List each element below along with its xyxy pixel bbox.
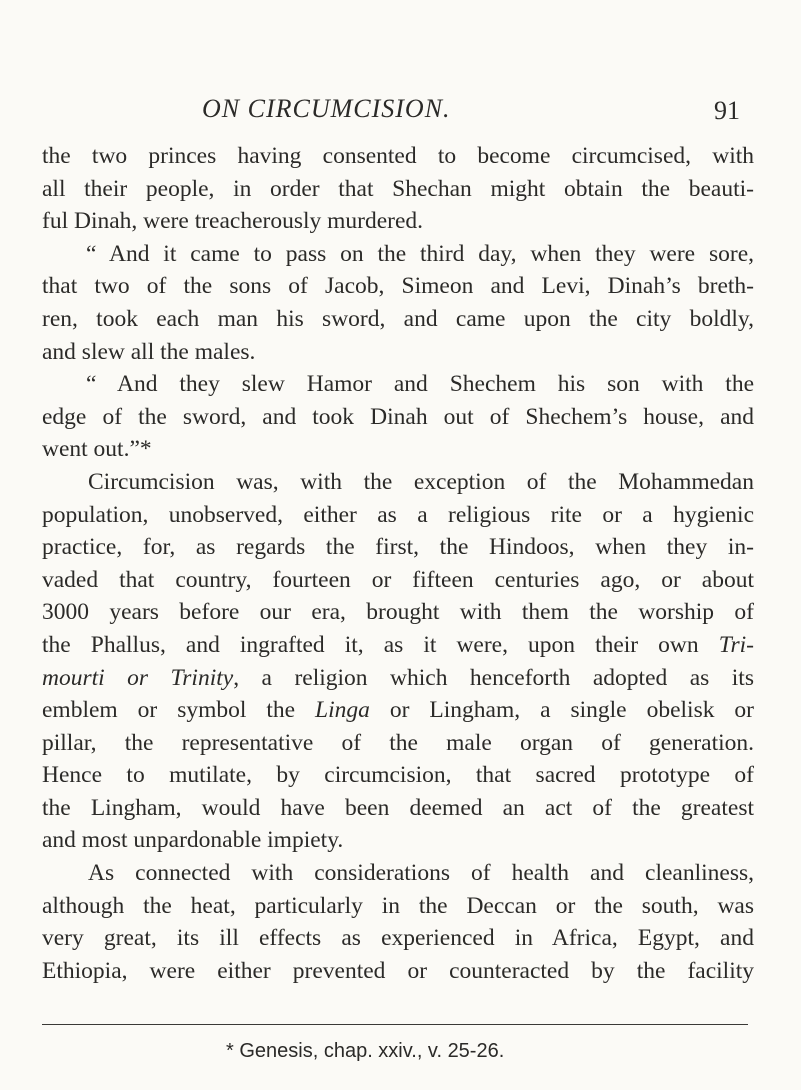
text-line: all their people, in order that Shechan might obtain the beauti- (42, 175, 754, 202)
italic-term: mourti or (42, 664, 171, 691)
text-line: “ And it came to pass on the third day, when they were sore, (86, 240, 754, 267)
text-line: pillar, the representative of the male organ of generation. (42, 729, 754, 756)
running-title: ON CIRCUMCISION. (202, 94, 451, 123)
text-line: As connected with considerations of health and cleanliness, (88, 860, 754, 887)
text-line: edge of the sword, and took Dinah out of Shechem’s house, and (42, 403, 754, 430)
text-line: Ethiopia, were either prevented or counteracted by the facility (42, 957, 754, 984)
text-segment: or Lingham, a single obelisk or (369, 697, 754, 724)
text-segment: the Phallus, and ingrafted it, as it were, upon their own (42, 631, 719, 658)
text-line: Hence to mutilate, by circumcision, that sacred prototype of (42, 762, 754, 789)
footnote-rule (42, 1024, 748, 1025)
text-line (42, 694, 754, 727)
text-line: very great, its ill effects as experienced in Africa, Egypt, and (42, 925, 754, 952)
text-line: 3000 years before our era, brought with them the worship of (42, 599, 754, 626)
italic-term: Linga (315, 697, 370, 724)
footnote: * Genesis, chap. xxiv., v. 25-26. (226, 1040, 505, 1062)
text-line: the Lingham, would have been deemed an act of the greatest (42, 794, 754, 821)
text-line: population, unobserved, either as a religious rite or a hygienic (42, 501, 754, 528)
text-line: ren, took each man his sword, and came upon the city boldly, (42, 305, 754, 332)
text-segment: , a religion which henceforth adopted as its (233, 664, 754, 691)
italic-term: Trinity (170, 664, 234, 691)
text-line: and most unpardonable impiety. (42, 827, 344, 854)
text-line: vaded that country, fourteen or fifteen centuries ago, or about (42, 566, 754, 593)
body-text (42, 140, 754, 987)
text-line: practice, for, as regards the first, the Hindoos, when they in- (42, 534, 754, 561)
text-line: Circumcision was, with the exception of the Mohammedan (88, 468, 754, 495)
text-line: went out.”* (42, 436, 152, 463)
text-line: and slew all the males. (42, 338, 256, 365)
page-number: 91 (714, 96, 740, 125)
text-line: ful Dinah, were treacherously murdered. (42, 208, 424, 235)
italic-term: Tri- (718, 631, 754, 658)
text-segment: emblem or symbol the (42, 697, 316, 724)
text-line: the two princes having consented to become circumcised, with (42, 143, 754, 169)
text-line (42, 629, 754, 662)
text-line: that two of the sons of Jacob, Simeon and Levi, Dinah’s breth- (42, 273, 754, 300)
text-line: although the heat, particularly in the Deccan or the south, was (42, 892, 754, 919)
text-line (42, 662, 754, 695)
text-line: “ And they slew Hamor and Shechem his son with the (86, 371, 754, 398)
